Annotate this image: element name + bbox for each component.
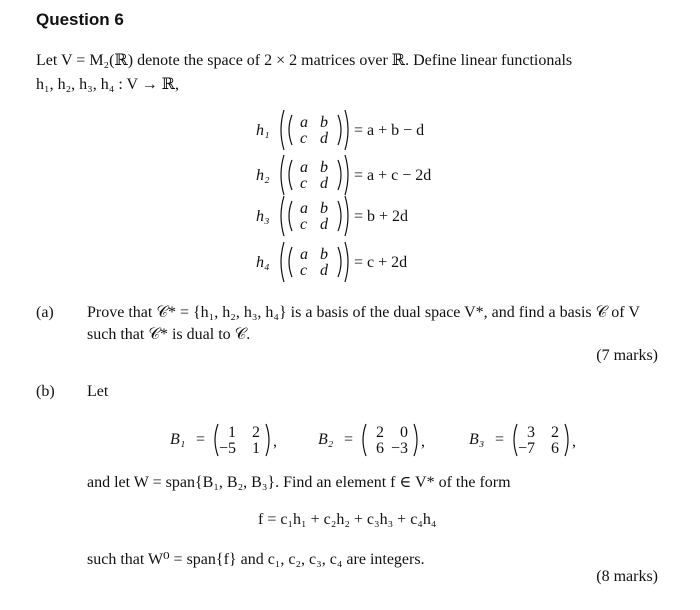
functional-result: = a + c − 2d xyxy=(354,167,432,184)
matrix-entry: 3 xyxy=(527,424,535,441)
matrix-entry: b xyxy=(320,159,328,176)
matrix-entry: −3 xyxy=(390,440,408,457)
matrix-entry: 1 xyxy=(252,440,260,457)
matrix-entry: d xyxy=(320,175,328,192)
matrix-right-paren xyxy=(414,424,417,456)
equals-sign: = xyxy=(196,431,206,448)
matrix-entry: −5 xyxy=(218,440,236,457)
matrix-left-paren xyxy=(363,424,366,456)
part-a-line-1: Prove that 𝒞* = {h₁, h₂, h₃, h₄} is a basis of the dual space V*, and find a basis 𝒞 of V xyxy=(87,304,640,321)
functional-result: = a + b − d xyxy=(354,122,425,139)
comma: , xyxy=(421,433,425,450)
functional-result: = c + 2d xyxy=(354,254,408,271)
basis-name: B₁ xyxy=(170,431,186,448)
part-b-form: f = c₁h₁ + c₂h₂ + c₃h₃ + c₄h₄ xyxy=(258,511,437,528)
question-title: Question 6 xyxy=(36,10,124,29)
functional-result: = b + 2d xyxy=(354,208,409,225)
comma: , xyxy=(273,433,277,450)
matrix-entry: b xyxy=(320,246,328,263)
part-b-label: (b) xyxy=(36,383,55,400)
matrix-right-paren xyxy=(565,424,568,456)
part-b-line-w: and let W = span{B₁, B₂, B₃}. Find an element f ∈ V* of the form xyxy=(87,474,511,491)
matrix-entry: a xyxy=(300,114,308,131)
matrix-entry: c xyxy=(300,175,308,192)
basis-name: B₃ xyxy=(469,431,485,448)
matrix-entry: −7 xyxy=(517,440,535,457)
comma: , xyxy=(572,433,576,450)
part-a-line-2: such that 𝒞* is dual to 𝒞. xyxy=(87,326,251,343)
matrix-entry: a xyxy=(300,246,308,263)
part-b-marks: (8 marks) xyxy=(596,568,658,585)
matrix-entry: b xyxy=(320,114,328,131)
equals-sign: = xyxy=(495,431,505,448)
matrix-entry: b xyxy=(320,200,328,217)
part-b-let: Let xyxy=(87,383,109,400)
functional-name: h₁ xyxy=(256,122,270,139)
functional-name: h₄ xyxy=(256,254,270,271)
functional-name: h₂ xyxy=(256,167,270,184)
matrix-left-paren xyxy=(514,424,517,456)
functional-name: h₃ xyxy=(256,208,270,225)
basis-name: B₂ xyxy=(318,431,334,448)
matrix-entry: d xyxy=(320,262,328,279)
matrix-entry: d xyxy=(320,130,328,147)
matrix-entry: c xyxy=(300,130,308,147)
intro-line-2: h₁, h₂, h₃, h₄ : V → ℝ, xyxy=(36,76,180,93)
matrix-entry: 6 xyxy=(376,440,384,457)
intro-line-1: Let V = M₂(ℝ) denote the space of 2 × 2 matrices over ℝ. Define linear functionals xyxy=(36,52,573,69)
matrix-entry: 6 xyxy=(551,440,559,457)
matrix-entry: a xyxy=(300,200,308,217)
matrix-entry: d xyxy=(320,216,328,233)
equals-sign: = xyxy=(344,431,354,448)
matrix-entry: a xyxy=(300,159,308,176)
matrix-entry: c xyxy=(300,262,308,279)
matrix-entry: c xyxy=(300,216,308,233)
matrix-right-paren xyxy=(266,424,269,456)
matrix-entry: 1 xyxy=(228,424,236,441)
matrix-entry: 2 xyxy=(551,424,559,441)
matrix-left-paren xyxy=(215,424,218,456)
matrix-entry: 2 xyxy=(376,424,384,441)
matrix-entry: 0 xyxy=(400,424,408,441)
part-a-label: (a) xyxy=(36,304,54,321)
part-a-marks: (7 marks) xyxy=(596,347,658,364)
matrix-entry: 2 xyxy=(252,424,260,441)
part-b-line-last: such that W⁰ = span{f} and c₁, c₂, c₃, c₄ are integers. xyxy=(87,551,425,568)
